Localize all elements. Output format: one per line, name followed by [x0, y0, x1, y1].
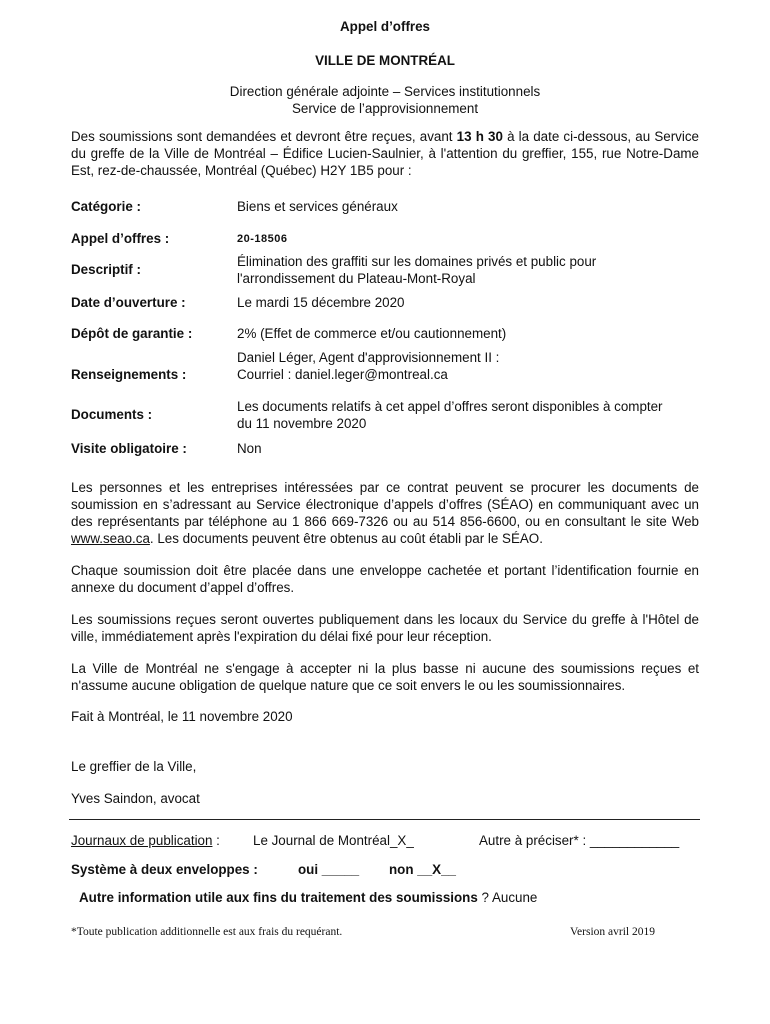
appel-number: 20-18506 [237, 233, 288, 245]
categorie-value: Biens et services généraux [237, 199, 398, 214]
autre-preciser: Autre à préciser* : ____________ [479, 833, 680, 848]
documents-value: Les documents relatifs à cet appel d’offres seront disponibles à compter du 11 novembre 2020 [237, 399, 663, 431]
visite-label: Visite obligatoire : [71, 441, 187, 456]
direction-name: Direction générale adjointe – Services institutionnels [229, 84, 541, 99]
ouverture-label: Date d’ouverture : [71, 295, 186, 310]
autre-info-row [79, 890, 537, 905]
seao-paragraph: Les personnes et les entreprises intéressées par ce contrat peuvent se procurer les documents de soumission en s’adressant au Service électronique d’appels d’offres (SÉAO) en communiquant avec un des représentants par téléphone au 1 866 669-7326 ou au 514 856-6600, ou en consultant le site Web www.seao.ca. Les documents peuvent être obtenus au coût établi par le SÉAO. [71, 480, 699, 546]
ouverture-paragraph: Les soumissions reçues seront ouvertes publiquement dans les locaux du Service du greffe à l'Hôtel de ville, immédiatement après l'expiration du délai fixé pour leur réception. [71, 612, 699, 644]
visite-value: Non [237, 441, 262, 456]
documents-label: Documents : [71, 407, 153, 422]
descriptif-value: Élimination des graffiti sur les domaines privés et public pour l'arrondissement du Plateau-Mont-Royal [237, 254, 597, 286]
non-field: non __X__ [389, 862, 456, 877]
document-title: Appel d’offres [339, 19, 431, 34]
systeme-label: Système à deux enveloppes : [71, 862, 258, 877]
fait-a-montreal: Fait à Montréal, le 11 novembre 2020 [71, 709, 293, 724]
greffier-title: Le greffier de la Ville, [71, 759, 197, 774]
signataire-name: Yves Saindon, avocat [71, 791, 200, 806]
deadline-time: 13 h 30 [456, 129, 503, 144]
categorie-label: Catégorie : [71, 199, 141, 214]
renseignements-label: Renseignements : [71, 367, 187, 382]
version-label: Version avril 2019 [570, 926, 655, 938]
engagement-paragraph: La Ville de Montréal ne s'engage à accepter ni la plus basse ni aucune des soumissions reçues et n'assume aucune obligation de quelque nature que ce soit envers le ou les soumissionnaires. [71, 661, 699, 693]
footer-divider [69, 819, 700, 820]
appel-label: Appel d’offres : [71, 231, 170, 246]
enveloppe-paragraph: Chaque soumission doit être placée dans une enveloppe cachetée et portant l’identification fournie en annexe du document d’appel d’offres. [71, 563, 699, 595]
autre-info-value: ? Aucune [477, 890, 538, 905]
oui-field: oui _____ [298, 862, 360, 877]
journaux-row: Journaux de publication : [71, 833, 220, 848]
descriptif-label: Descriptif : [71, 262, 141, 277]
garantie-value: 2% (Effet de commerce et/ou cautionnement) [237, 326, 507, 341]
footnote: *Toute publication additionnelle est aux frais du requérant. [71, 926, 343, 938]
journal-value: Le Journal de Montréal_X_ [253, 833, 414, 848]
city-name: VILLE DE MONTRÉAL [315, 53, 455, 68]
seao-link[interactable]: www.seao.ca [71, 531, 150, 546]
garantie-label: Dépôt de garantie : [71, 326, 193, 341]
autre-info-label: Autre information utile aux fins du traitement des soumissions [79, 890, 478, 905]
intro-paragraph: Des soumissions sont demandées et devront être reçues, avant 13 h 30 à la date ci-dessous, au Service du greffe de la Ville de Montréal – Édifice Lucien-Saulnier, à l'attention du greffier, 155, rue Notre-Dame Est, rez-de-chaussée, Montréal (Québec) H2Y 1B5 pour : [71, 129, 699, 178]
service-name: Service de l’approvisionnement [291, 101, 479, 116]
journaux-label: Journaux de publication [71, 833, 213, 848]
renseignements-value: Daniel Léger, Agent d'approvisionnement II : Courriel : daniel.leger@montreal.ca [237, 350, 500, 382]
ouverture-value: Le mardi 15 décembre 2020 [237, 295, 405, 310]
